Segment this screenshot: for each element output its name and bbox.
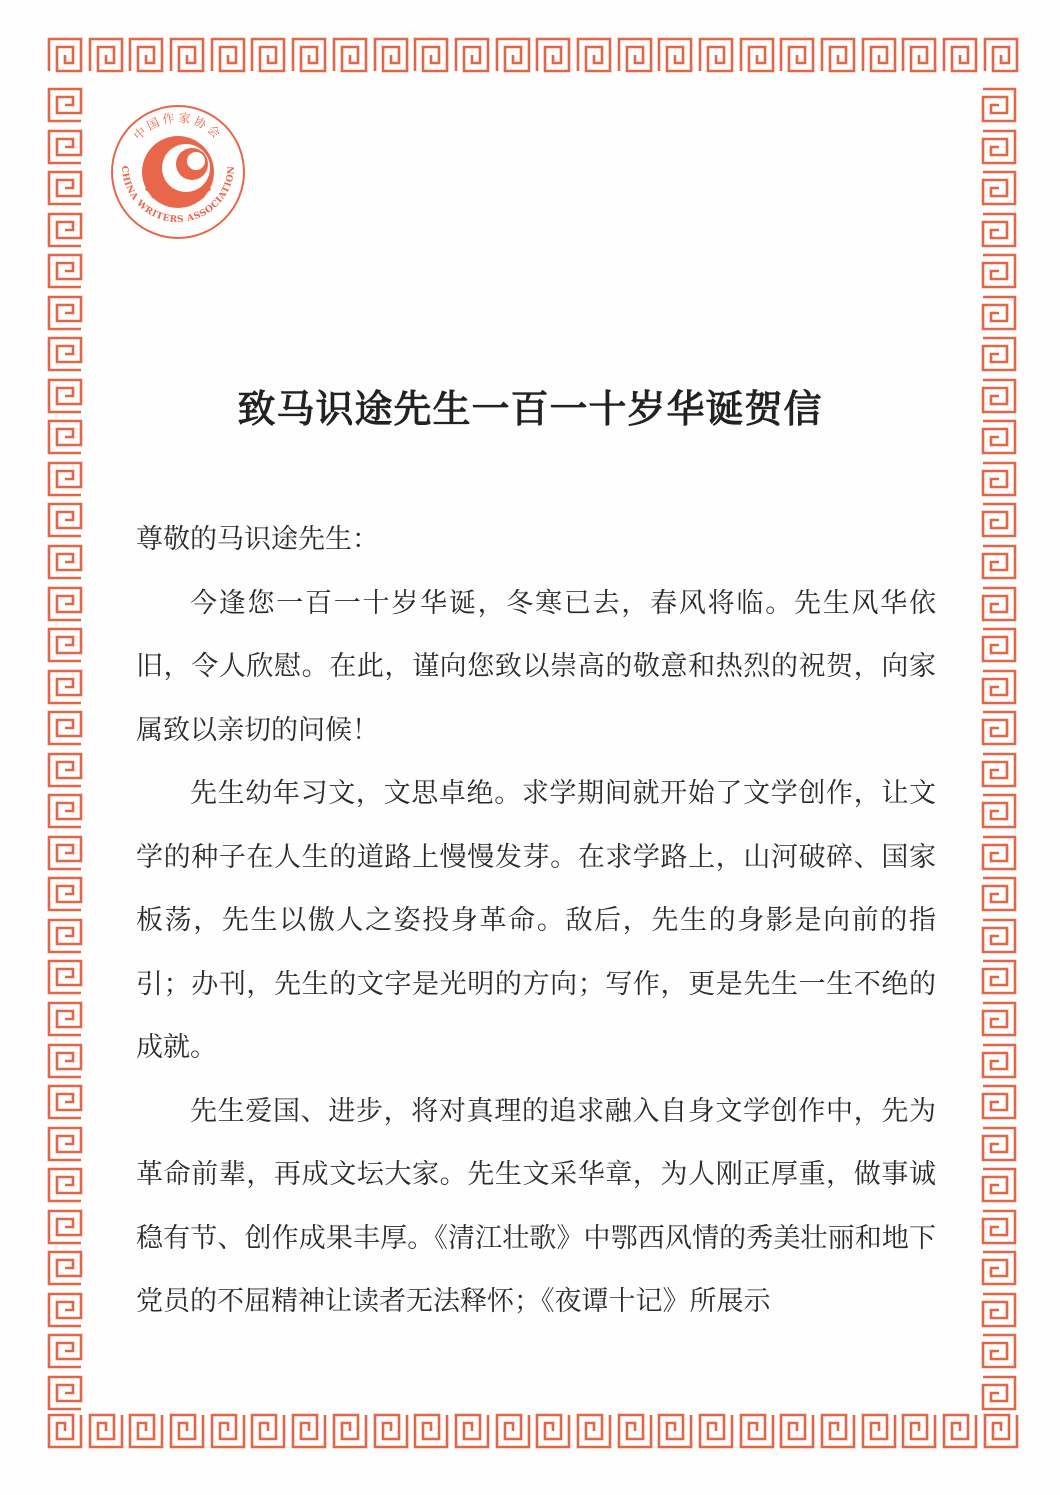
fret-pattern-icon <box>127 1412 165 1450</box>
fret-pattern-icon <box>980 1374 1018 1412</box>
letter-paragraph-1: 今逢您一百一十岁华诞，冬寒已去，春风将临。先生风华依旧，令人欣慰。在此，谨向您致以崇高的敬意和热烈的祝贺，向家属致以亲切的问候！ <box>136 587 936 746</box>
fret-border-bottom <box>46 1412 1020 1452</box>
fret-pattern-icon <box>331 1412 369 1450</box>
fret-pattern-icon <box>534 36 572 74</box>
fret-pattern-icon <box>127 36 165 74</box>
fret-pattern-icon <box>46 543 84 581</box>
fret-pattern-icon <box>46 128 84 166</box>
fret-pattern-icon <box>980 543 1018 581</box>
fret-pattern-icon <box>616 1412 654 1450</box>
fret-pattern-icon <box>46 1332 84 1370</box>
fret-pattern-icon <box>980 875 1018 913</box>
fret-pattern-icon <box>575 36 613 74</box>
fret-pattern-icon <box>46 1125 84 1163</box>
fret-pattern-icon <box>372 36 410 74</box>
fret-pattern-icon <box>980 834 1018 872</box>
svg-text:CHINA WRITERS ASSOCIATION: CHINA WRITERS ASSOCIATION <box>118 165 238 226</box>
fret-pattern-icon <box>980 1291 1018 1329</box>
fret-pattern-icon <box>453 1412 491 1450</box>
fret-pattern-icon <box>980 751 1018 789</box>
fret-pattern-icon <box>900 36 938 74</box>
fret-pattern-icon <box>209 36 247 74</box>
fret-pattern-icon <box>980 86 1018 124</box>
fret-pattern-icon <box>209 1412 247 1450</box>
fret-pattern-icon <box>738 36 776 74</box>
fret-pattern-icon <box>46 1166 84 1204</box>
fret-pattern-icon <box>980 585 1018 623</box>
fret-pattern-icon <box>46 917 84 955</box>
fret-pattern-icon <box>980 128 1018 166</box>
fret-pattern-icon <box>980 1125 1018 1163</box>
fret-pattern-icon <box>980 958 1018 996</box>
fret-border-top <box>46 36 1020 76</box>
fret-pattern-icon <box>46 834 84 872</box>
fret-pattern-icon <box>980 1083 1018 1121</box>
fret-pattern-icon <box>656 36 694 74</box>
china-writers-association-seal-icon <box>108 102 248 242</box>
fret-pattern-icon <box>412 1412 450 1450</box>
fret-pattern-icon <box>46 668 84 706</box>
fret-pattern-icon <box>980 294 1018 332</box>
fret-pattern-icon <box>46 709 84 747</box>
fret-pattern-icon <box>575 1412 613 1450</box>
china-writers-association-logo <box>108 102 248 242</box>
fret-pattern-icon <box>982 1412 1020 1450</box>
fret-pattern-icon <box>738 1412 776 1450</box>
fret-pattern-icon <box>982 36 1020 74</box>
fret-pattern-icon <box>941 36 979 74</box>
fret-pattern-icon <box>46 501 84 539</box>
fret-pattern-icon <box>980 1332 1018 1370</box>
fret-pattern-icon <box>980 460 1018 498</box>
fret-pattern-icon <box>331 36 369 74</box>
fret-pattern-icon <box>941 1412 979 1450</box>
fret-pattern-icon <box>290 36 328 74</box>
fret-pattern-icon <box>980 211 1018 249</box>
fret-pattern-icon <box>412 36 450 74</box>
fret-pattern-icon <box>249 1412 287 1450</box>
fret-pattern-icon <box>168 1412 206 1450</box>
fret-pattern-icon <box>697 36 735 74</box>
fret-pattern-icon <box>980 1249 1018 1287</box>
fret-pattern-icon <box>980 709 1018 747</box>
fret-pattern-icon <box>46 460 84 498</box>
fret-pattern-icon <box>778 1412 816 1450</box>
letter-paragraph-2: 先生幼年习文，文思卓绝。求学期间就开始了文学创作，让文学的种子在人生的道路上慢慢发芽。在求学路上，山河破碎、国家板荡，先生以傲人之姿投身革命。敌后，先生的身影是向前的指引；办刊，先生的文字是光明的方向；写作，更是先生一生不绝的成就。 <box>136 778 936 1063</box>
fret-pattern-icon <box>46 1042 84 1080</box>
fret-pattern-icon <box>46 294 84 332</box>
fret-pattern-icon <box>980 668 1018 706</box>
fret-pattern-icon <box>980 917 1018 955</box>
svg-text:中国作家协会: 中国作家协会 <box>130 110 226 143</box>
fret-pattern-icon <box>46 1000 84 1038</box>
fret-pattern-icon <box>46 86 84 124</box>
fret-pattern-icon <box>46 1208 84 1246</box>
fret-pattern-icon <box>980 1166 1018 1204</box>
fret-pattern-icon <box>46 1249 84 1287</box>
fret-pattern-icon <box>372 1412 410 1450</box>
fret-pattern-icon <box>46 751 84 789</box>
fret-pattern-icon <box>87 36 125 74</box>
fret-pattern-icon <box>697 1412 735 1450</box>
fret-pattern-icon <box>46 792 84 830</box>
fret-pattern-icon <box>980 1208 1018 1246</box>
letter-title: 致马识途先生一百一十岁华诞贺信 <box>237 386 823 432</box>
fret-pattern-icon <box>980 626 1018 664</box>
fret-pattern-icon <box>980 1042 1018 1080</box>
fret-pattern-icon <box>46 1374 84 1412</box>
fret-pattern-icon <box>46 211 84 249</box>
fret-pattern-icon <box>46 252 84 290</box>
fret-pattern-icon <box>87 1412 125 1450</box>
letter-salutation: 尊敬的马识途先生： <box>136 524 379 555</box>
fret-pattern-icon <box>46 958 84 996</box>
fret-pattern-icon <box>900 1412 938 1450</box>
fret-pattern-icon <box>494 1412 532 1450</box>
fret-pattern-icon <box>46 875 84 913</box>
fret-pattern-icon <box>819 1412 857 1450</box>
fret-border-left <box>46 86 86 1412</box>
fret-pattern-icon <box>290 1412 328 1450</box>
fret-pattern-icon <box>534 1412 572 1450</box>
fret-pattern-icon <box>860 36 898 74</box>
fret-pattern-icon <box>249 36 287 74</box>
fret-pattern-icon <box>980 792 1018 830</box>
fret-pattern-icon <box>778 36 816 74</box>
fret-pattern-icon <box>980 169 1018 207</box>
fret-pattern-icon <box>46 1412 84 1450</box>
fret-pattern-icon <box>453 36 491 74</box>
fret-pattern-icon <box>46 169 84 207</box>
fret-pattern-icon <box>46 626 84 664</box>
letter-paragraph-3: 先生爱国、进步，将对真理的追求融入自身文学创作中，先为革命前辈，再成文坛大家。先生文采华章，为人刚正厚重，做事诚稳有节、创作成果丰厚。《清江壮歌》中鄂西风情的秀美壮丽和地下党员的不屈精神让读者无法释怀；《夜谭十记》所展示 <box>136 1095 936 1317</box>
fret-pattern-icon <box>980 252 1018 290</box>
fret-pattern-icon <box>980 1000 1018 1038</box>
fret-pattern-icon <box>168 36 206 74</box>
letter-body <box>136 508 936 1334</box>
fret-pattern-icon <box>494 36 532 74</box>
fret-border-right <box>980 86 1020 1412</box>
fret-pattern-icon <box>46 1083 84 1121</box>
fret-pattern-icon <box>819 36 857 74</box>
fret-pattern-icon <box>46 36 84 74</box>
fret-pattern-icon <box>656 1412 694 1450</box>
fret-pattern-icon <box>616 36 654 74</box>
fret-pattern-icon <box>860 1412 898 1450</box>
fret-pattern-icon <box>980 335 1018 373</box>
fret-pattern-icon <box>46 585 84 623</box>
fret-pattern-icon <box>980 501 1018 539</box>
fret-pattern-icon <box>46 1291 84 1329</box>
fret-pattern-icon <box>46 335 84 373</box>
